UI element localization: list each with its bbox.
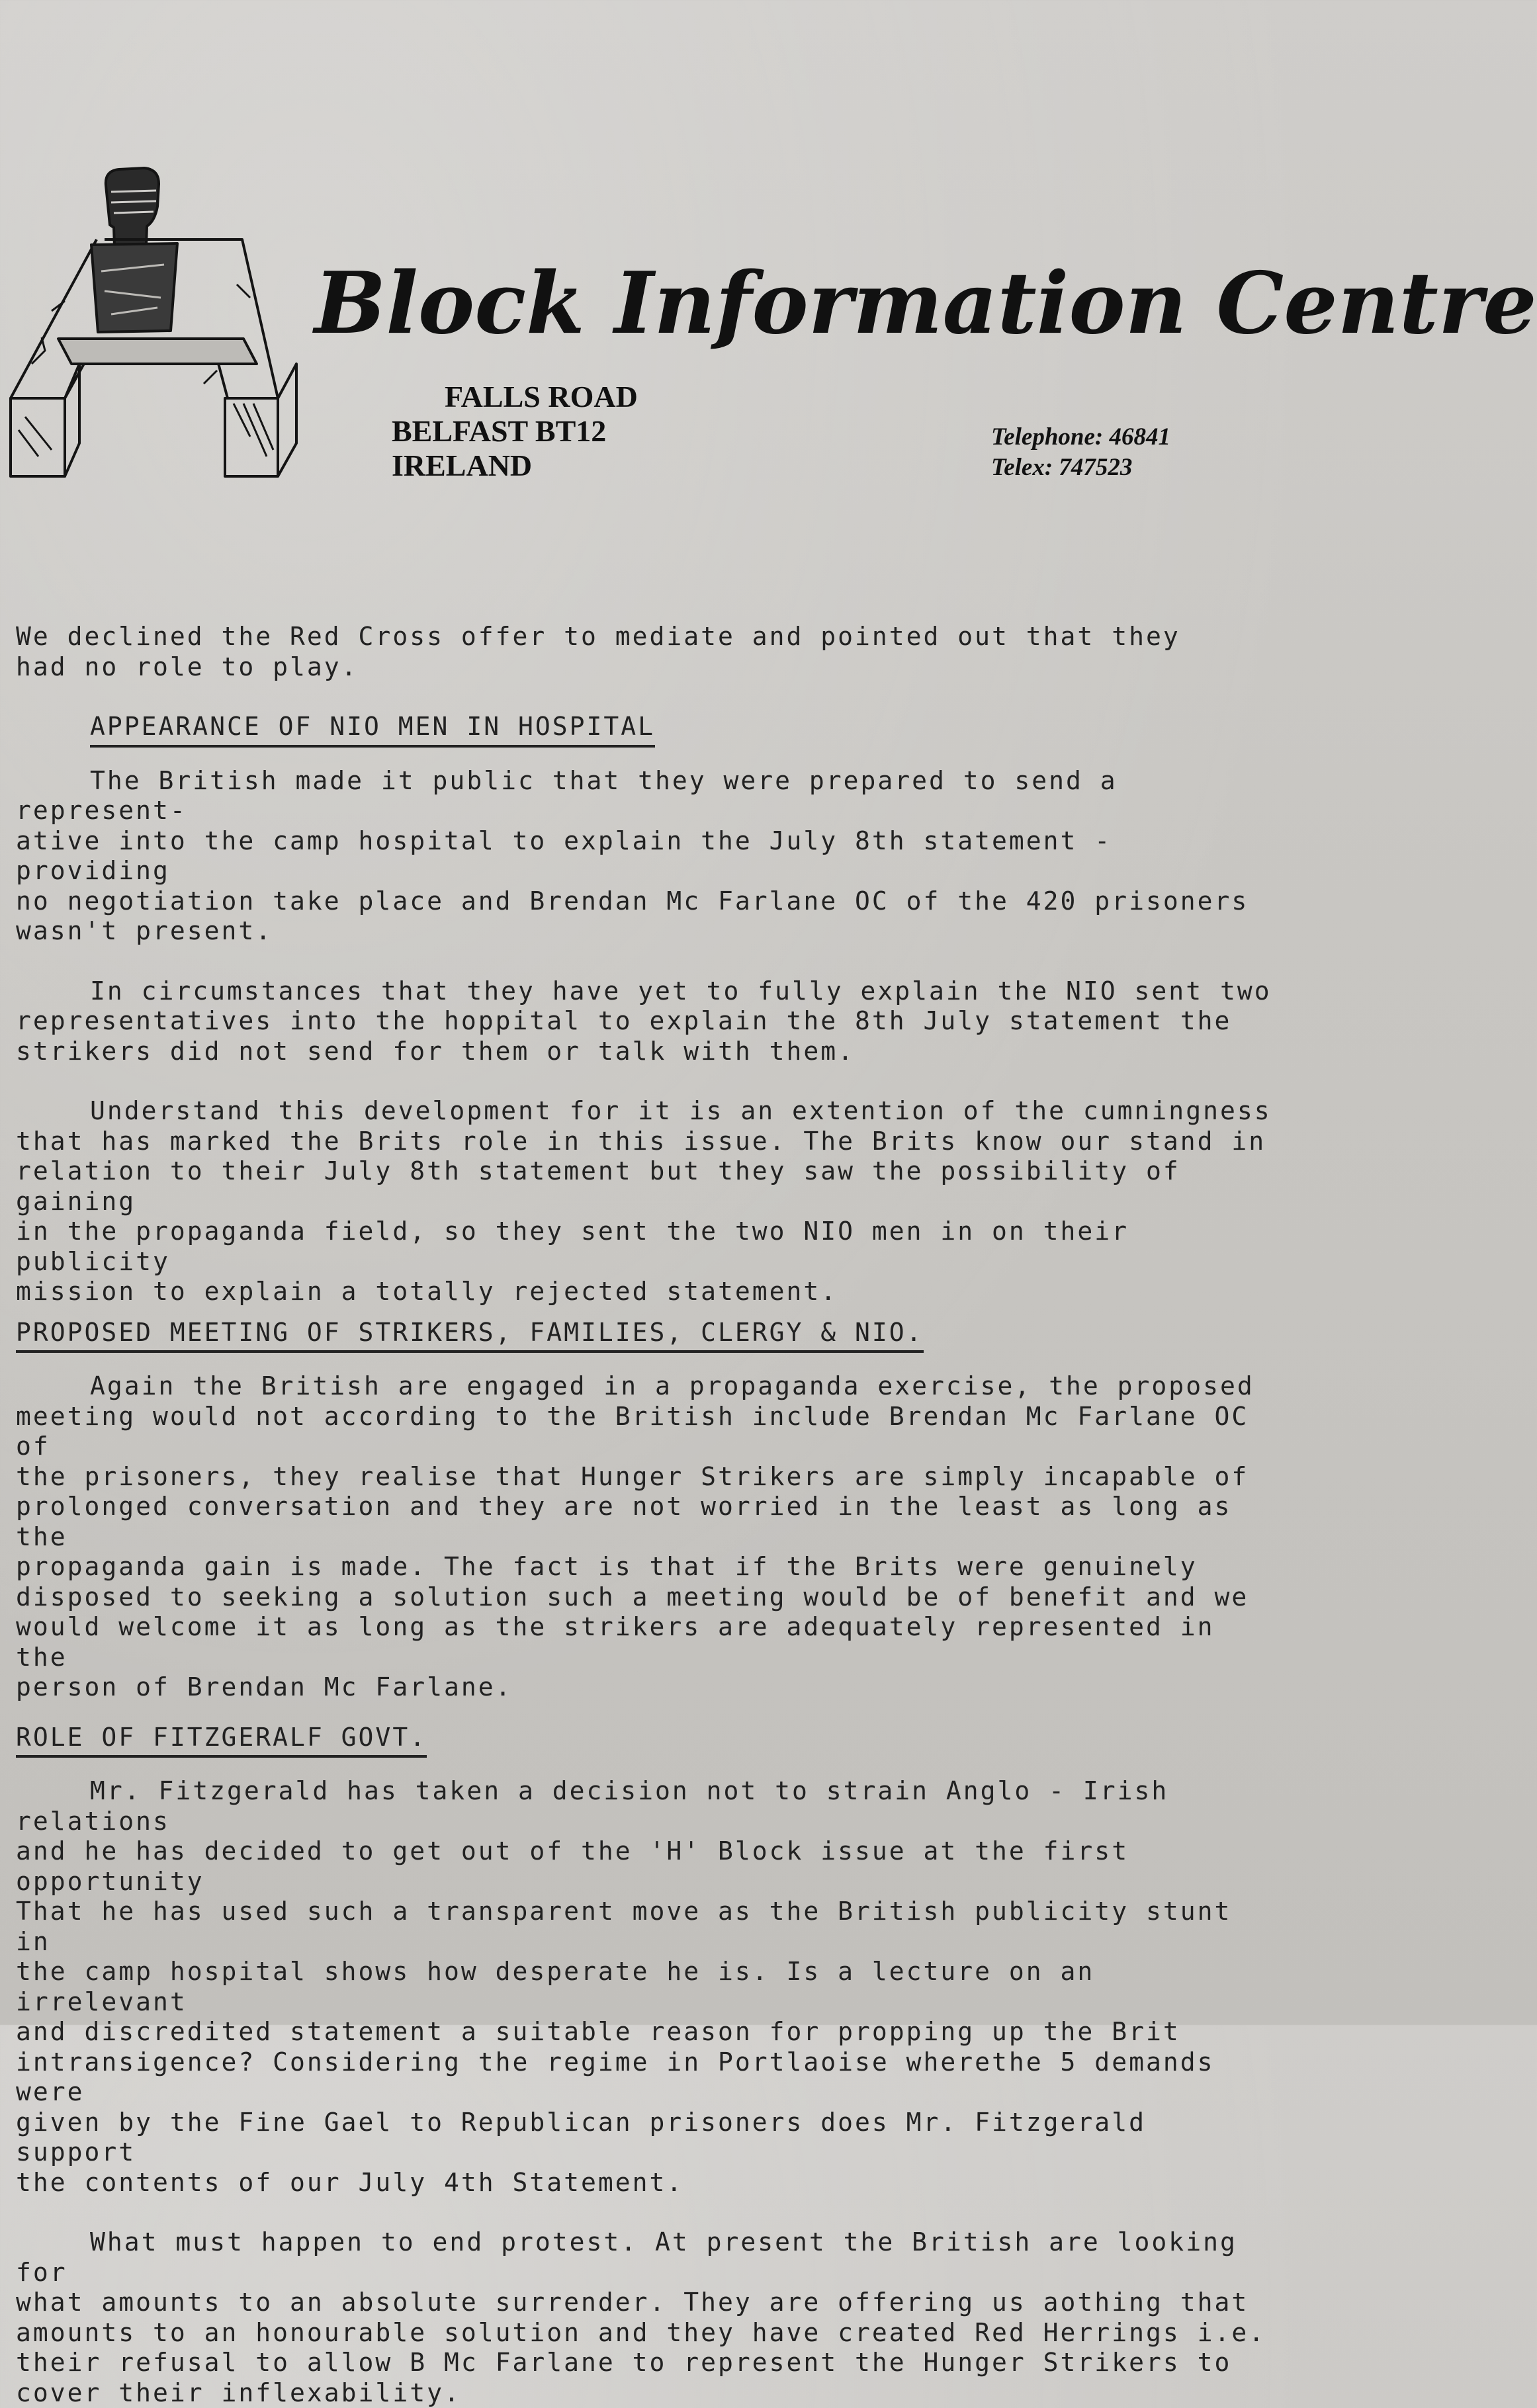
address-line-3: IRELAND	[392, 449, 533, 482]
paragraph: What must happen to end protest. At present the British are looking for what amounts to an absolute surrender. They are offering us aothing that amounts to an honourable solution and they have created Red Herrings i.e. their refusal to allow B Mc Farlane to represent the Hunger Strikers to cover their inflexability.	[16, 2227, 1266, 2407]
h-block-fist-logo	[5, 165, 303, 476]
telex: Telex: 747523	[991, 454, 1133, 481]
letter-body	[16, 622, 1273, 2408]
paragraph: Understand this development for it is an extention of the cumningness that has marked the Brits role in this issue. The Brits know our stand in relation to their July 8th statement but they saw the possibility of gaining in the propaganda field, so they sent the two NIO men in on their publicity mission to explain a totally rejected statement.	[16, 1096, 1272, 1306]
paragraph: Mr. Fitzgerald has taken a decision not to strain Anglo - Irish relations and he has decided to get out of the 'H' Block issue at the first opportunity That he has used such a transparent move as the British publicity stunt in the camp hospital shows how desperate he is. Is a lecture on an irrelevant and discredited statement a suitable reason for propping up the Brit intransigence? Considering the regime in Portlaoise wherethe 5 demands were given by the Fine Gael to Republican prisoners does Mr. Fitzgerald support the contents of our July 4th Statement.	[16, 1776, 1232, 2197]
heading-proposed-meeting: PROPOSED MEETING OF STRIKERS, FAMILIES, CLERGY & NIO.	[16, 1318, 924, 1354]
address-line-2: BELFAST BT12	[392, 414, 607, 448]
contact-block	[991, 422, 1170, 483]
paragraph: In circumstances that they have yet to fully explain the NIO sent two representatives into the hoppital to explain the 8th July statement the strikers did not send for them or talk with them.	[16, 976, 1272, 1066]
paragraph: Again the British are engaged in a propaganda exercise, the proposed meeting would not according to the British include Brendan Mc Farlane OC of the prisoners, they realise that Hunger Strikers are simply incapable of prolonged conversation and they are not worried in the least as long as the propaganda gain is made. The fact is that if the Brits were genuinely disposed to seeking a solution such a meeting would be of benefit and we would welcome it as long as the strikers are adequately represented in the person of Brendan Mc Farlane.	[16, 1371, 1254, 1701]
organisation-title: Block Information Centre	[314, 254, 1537, 353]
paragraph: The British made it public that they were prepared to send a represent- ative into the camp hospital to explain the July 8th statement - providing no negotiation take place and Brendan Mc Farlane OC of the 420 prisoners wasn't present.	[16, 765, 1249, 945]
address-block	[392, 380, 638, 483]
intro-paragraph: We declined the Red Cross offer to mediate and pointed out that they had no role to play.	[16, 622, 1180, 681]
telephone: Telephone: 46841	[991, 423, 1170, 451]
address-line-1: FALLS ROAD	[445, 380, 638, 413]
heading-nio-hospital: APPEARANCE OF NIO MEN IN HOSPITAL	[90, 712, 655, 748]
heading-fitzgerald-govt: ROLE OF FITZGERALF GOVT.	[16, 1723, 427, 1758]
